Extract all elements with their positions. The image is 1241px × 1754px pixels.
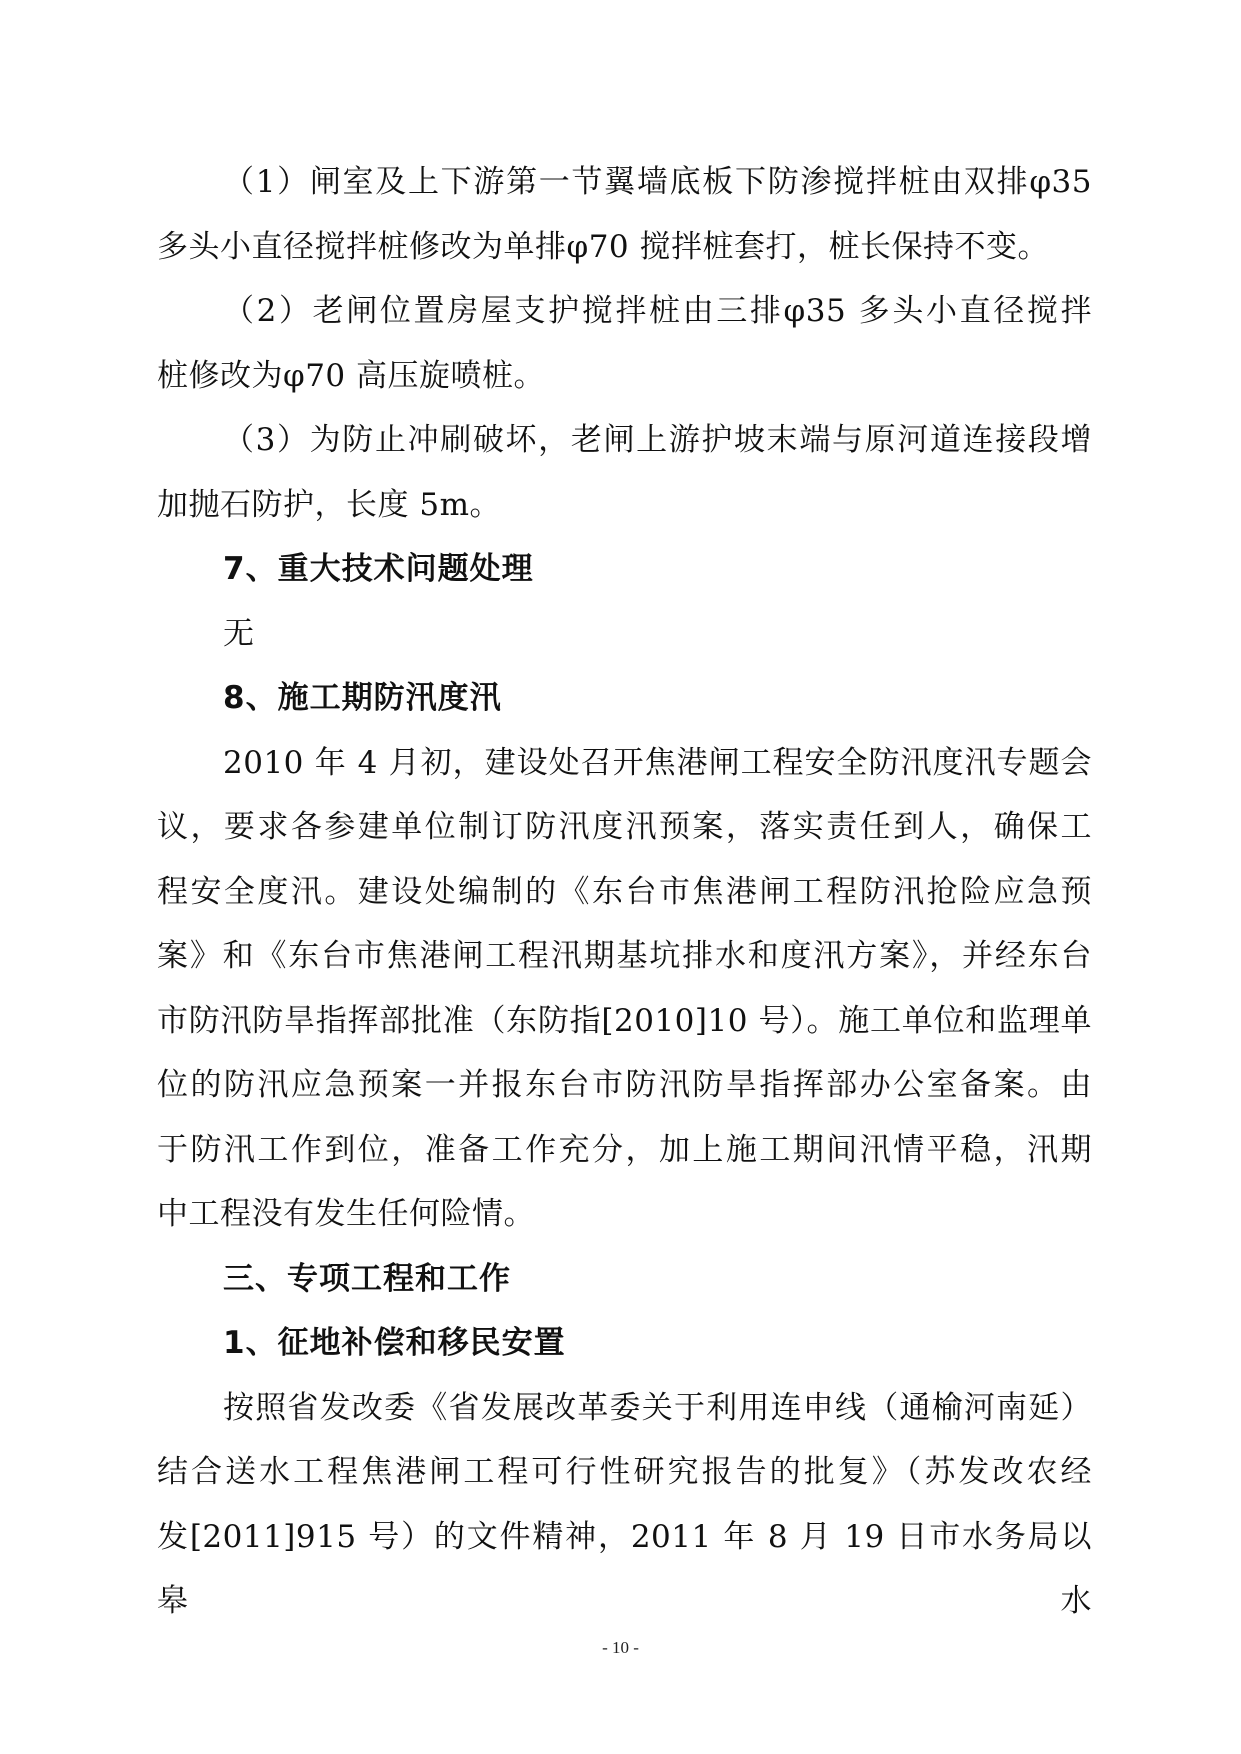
paragraph-line: 位的防汛应急预案一并报东台市防汛防旱指挥部办公室备案。由 bbox=[157, 1067, 1092, 1103]
paragraph-line: （2）老闸位置房屋支护搅拌桩由三排φ35 多头小直径搅拌 bbox=[223, 293, 1092, 329]
chapter-heading: 三、专项工程和工作 bbox=[223, 1260, 511, 1297]
paragraph-line: 市防汛防旱指挥部批准（东防指[2010]10 号）。施工单位和监理单 bbox=[157, 1002, 1092, 1039]
paragraph-line: 桩修改为φ70 高压旋喷桩。 bbox=[157, 357, 546, 394]
page-number: - 10 - bbox=[602, 1638, 639, 1657]
paragraph-line: 案》和《东台市焦港闸工程汛期基坑排水和度汛方案》，并经东台 bbox=[157, 938, 1092, 974]
paragraph-line: 程安全度汛。建设处编制的《东台市焦港闸工程防汛抢险应急预 bbox=[157, 873, 1092, 910]
paragraph-line: 议，要求各参建单位制订防汛度汛预案，落实责任到人，确保工 bbox=[157, 809, 1092, 845]
paragraph-line: 加抛石防护，长度 5m。 bbox=[157, 486, 501, 523]
paragraph-line: （3）为防止冲刷破坏，老闸上游护坡末端与原河道连接段增 bbox=[223, 422, 1092, 458]
paragraph-line: 多头小直径搅拌桩修改为单排φ70 搅拌桩套打，桩长保持不变。 bbox=[157, 228, 1050, 265]
paragraph-line: 发[2011]915 号）的文件精神，2011 年 8 月 19 日市水务局以皋水 bbox=[157, 1518, 1092, 1619]
section-heading: 7、重大技术问题处理 bbox=[223, 551, 534, 587]
paragraph-line: 按照省发改委《省发展改革委关于利用连申线（通榆河南延） bbox=[223, 1389, 1092, 1426]
section-heading: 1、征地补偿和移民安置 bbox=[223, 1325, 566, 1361]
paragraph-line: 中工程没有发生任何险情。 bbox=[157, 1196, 535, 1232]
paragraph-line: （1）闸室及上下游第一节翼墙底板下防渗搅拌桩由双排φ35 bbox=[223, 164, 1092, 200]
paragraph-line: 2010 年 4 月初，建设处召开焦港闸工程安全防汛度汛专题会 bbox=[223, 744, 1092, 781]
paragraph-line: 结合送水工程焦港闸工程可行性研究报告的批复》（苏发改农经 bbox=[157, 1454, 1092, 1490]
paragraph-line: 于防汛工作到位，准备工作充分，加上施工期间汛情平稳，汛期 bbox=[157, 1131, 1092, 1168]
paragraph-line: 无 bbox=[223, 615, 255, 652]
section-heading: 8、施工期防汛度汛 bbox=[223, 680, 502, 716]
document-body bbox=[157, 150, 1092, 1634]
